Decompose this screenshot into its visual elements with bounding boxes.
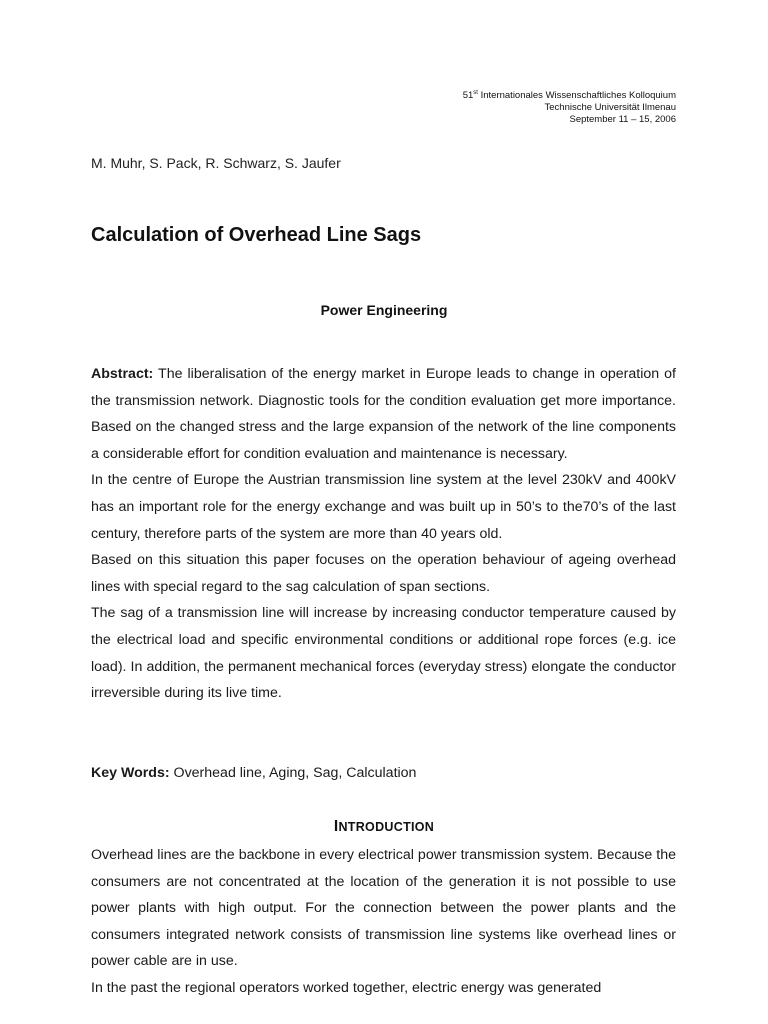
paper-title: Calculation of Overhead Line Sags <box>91 224 422 246</box>
heading-initial: I <box>333 818 339 835</box>
abstract-paragraph: Based on this situation this paper focuses on the operation behaviour of ageing overhead lines with special regard to the sag calculation of span sections. <box>91 552 676 595</box>
introduction-heading <box>0 818 768 836</box>
introduction-section <box>91 842 676 1002</box>
conference-university: Technische Universität Ilmenau <box>544 102 676 113</box>
subject-area: Power Engineering <box>320 302 448 318</box>
conference-dates: September 11 – 15, 2006 <box>569 114 676 125</box>
conference-ordinal-suffix: st <box>473 90 478 96</box>
abstract-paragraph: The sag of a transmission line will increase by increasing conductor temperature caused by the electrical load and specific environmental conditions or additional rope forces (e.g. ice load). In addition, the permanent mechanical forces (everyday stress) elongate the conductor irreversible during its live time. <box>91 605 676 702</box>
abstract-paragraph-text: The liberalisation of the energy market in Europe leads to change in operation of the transmission network. Diagnostic tools for the condition evaluation get more importance. Based on the changed stress and the large expansion of the network of the line components a considerable effort for condition evaluation and maintenance is necessary. <box>91 366 677 462</box>
conference-header <box>463 90 676 126</box>
abstract-paragraph <box>91 361 676 467</box>
keywords-text: Overhead line, Aging, Sag, Calculation <box>173 765 417 781</box>
keywords-label: Key Words: <box>91 765 170 781</box>
introduction-paragraph: Overhead lines are the backbone in every electrical power transmission system. Because the consumers are not concentrated at the location of the generation it is not possible to use power plants with high output. For the connection between the power plants and the consumers integrated network consists of transmission line systems like overhead lines or power cable are in use. <box>91 847 676 970</box>
keywords <box>91 765 416 781</box>
heading-rest: NTRODUCTION <box>338 820 435 834</box>
abstract-section <box>91 361 676 707</box>
introduction-paragraph: In the past the regional operators worked together, electric energy was generated <box>91 979 602 996</box>
conference-name-line <box>463 90 676 102</box>
abstract-paragraph: In the centre of Europe the Austrian transmission line system at the level 230kV and 400kV has an important role for the energy exchange and was built up in 50’s to the70’s of the last century, therefore parts of the system are more than 40 years old. <box>91 472 676 542</box>
conference-number: 51 <box>462 90 474 101</box>
authors: M. Muhr, S. Pack, R. Schwarz, S. Jaufer <box>91 155 341 171</box>
abstract-label: Abstract: <box>91 366 154 382</box>
conference-name: Internationales Wissenschaftliches Kolloquium <box>480 90 676 101</box>
